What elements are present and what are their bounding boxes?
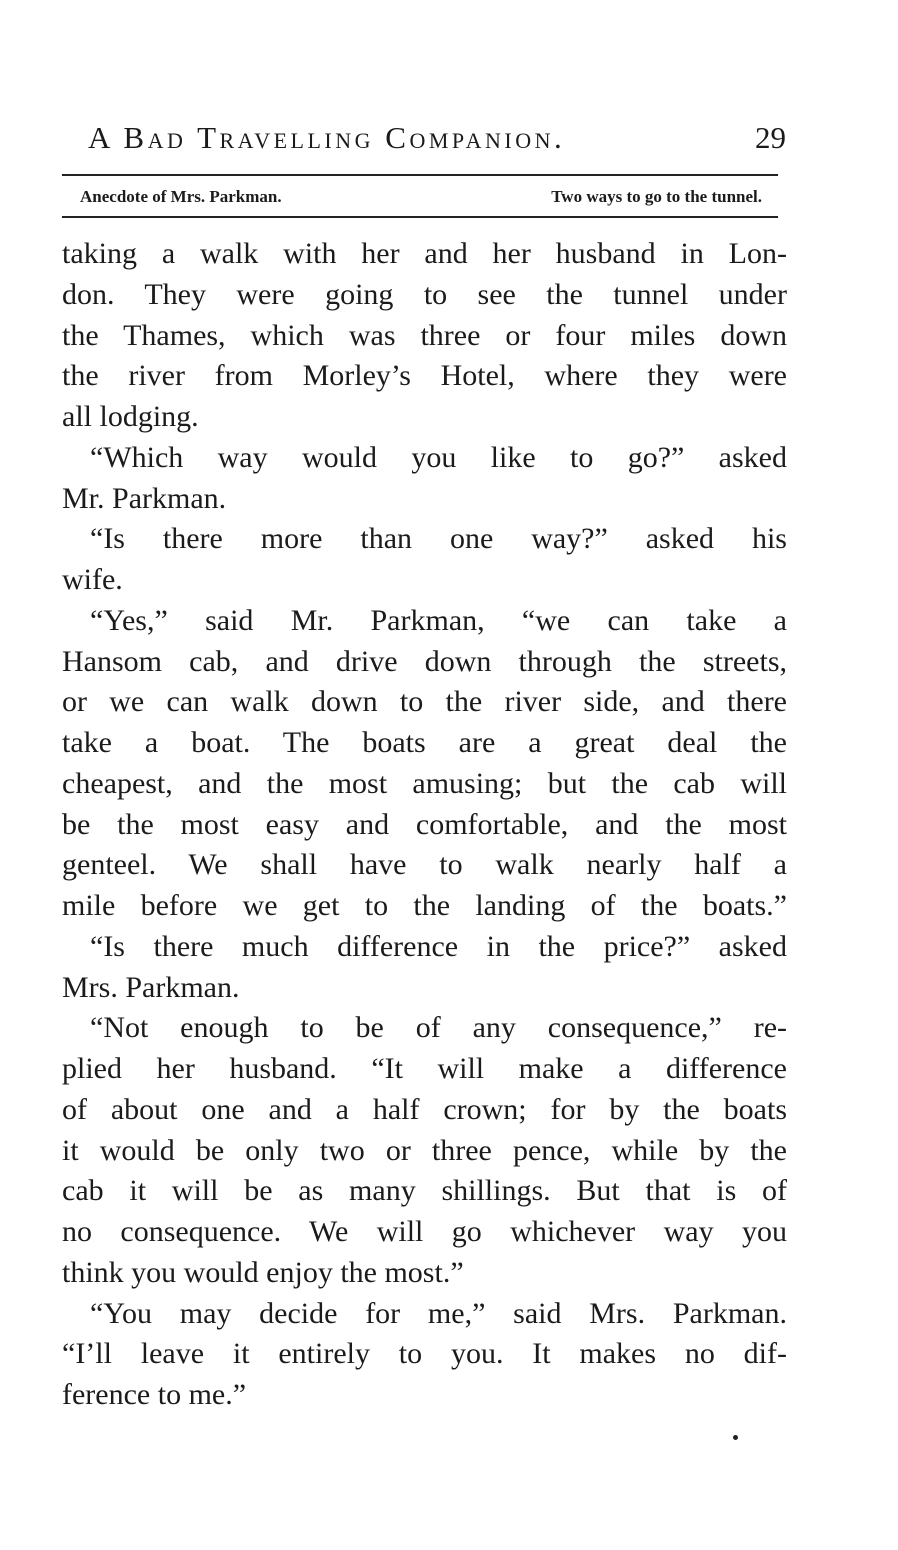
text-line: it would be only two or three pence, while by the bbox=[62, 1133, 787, 1167]
text-line: of about one and a half crown; for by the boats bbox=[62, 1092, 787, 1126]
text-line: genteel. We shall have to walk nearly half a bbox=[62, 848, 787, 882]
text-line: Hansom cab, and drive down through the streets, bbox=[62, 644, 787, 678]
text-line: take a boat. The boats are a great deal the bbox=[62, 726, 787, 759]
text-line: be the most easy and comfortable, and the most bbox=[62, 807, 787, 841]
marginal-subheads bbox=[80, 184, 770, 210]
text-line: “Which way would you like to go?” asked bbox=[90, 440, 787, 474]
page-number: 29 bbox=[755, 120, 786, 155]
text-line: think you would enjoy the most.” bbox=[62, 1255, 464, 1289]
subhead-left: Anecdote of Mrs. Parkman. bbox=[80, 187, 282, 206]
text-line: wife. bbox=[62, 563, 123, 596]
text-line: plied her husband. “It will make a difference bbox=[62, 1052, 787, 1085]
text-line: no consequence. We will go whichever way you bbox=[62, 1215, 787, 1248]
text-line: “You may decide for me,” said Mrs. Parkman. bbox=[90, 1296, 787, 1330]
text-line: or we can walk down to the river side, and there bbox=[62, 685, 787, 719]
text-line: don. They were going to see the tunnel under bbox=[62, 277, 787, 311]
running-head bbox=[88, 116, 788, 160]
ink-speck bbox=[733, 1435, 738, 1440]
text-line: the Thames, which was three or four miles down bbox=[62, 318, 787, 352]
header-rule-bottom bbox=[62, 216, 778, 218]
text-line: mile before we get to the landing of the boats.” bbox=[62, 889, 787, 922]
text-line: cheapest, and the most amusing; but the cab will bbox=[62, 766, 787, 800]
body-text bbox=[62, 234, 787, 1416]
text-line: Mr. Parkman. bbox=[62, 481, 227, 515]
header-rule-top bbox=[62, 174, 778, 176]
text-line: “Is there much difference in the price?” asked bbox=[90, 929, 787, 963]
text-line: cab it will be as many shillings. But that is of bbox=[62, 1174, 787, 1208]
text-line: “Is there more than one way?” asked his bbox=[90, 522, 787, 556]
subhead-right: Two ways to go to the tunnel. bbox=[551, 187, 762, 206]
text-line: the river from Morley’s Hotel, where they were bbox=[62, 359, 787, 393]
text-line: taking a walk with her and her husband in Lon- bbox=[62, 237, 787, 270]
text-line: ference to me.” bbox=[62, 1378, 247, 1411]
text-line: “Yes,” said Mr. Parkman, “we can take a bbox=[90, 603, 787, 637]
text-line: “Not enough to be of any consequence,” re- bbox=[90, 1011, 787, 1045]
chapter-title: A Bad Travelling Companion. bbox=[88, 120, 566, 155]
text-line: Mrs. Parkman. bbox=[62, 970, 240, 1004]
text-line: all lodging. bbox=[62, 400, 199, 433]
text-line: “I’ll leave it entirely to you. It makes no dif- bbox=[62, 1337, 787, 1371]
